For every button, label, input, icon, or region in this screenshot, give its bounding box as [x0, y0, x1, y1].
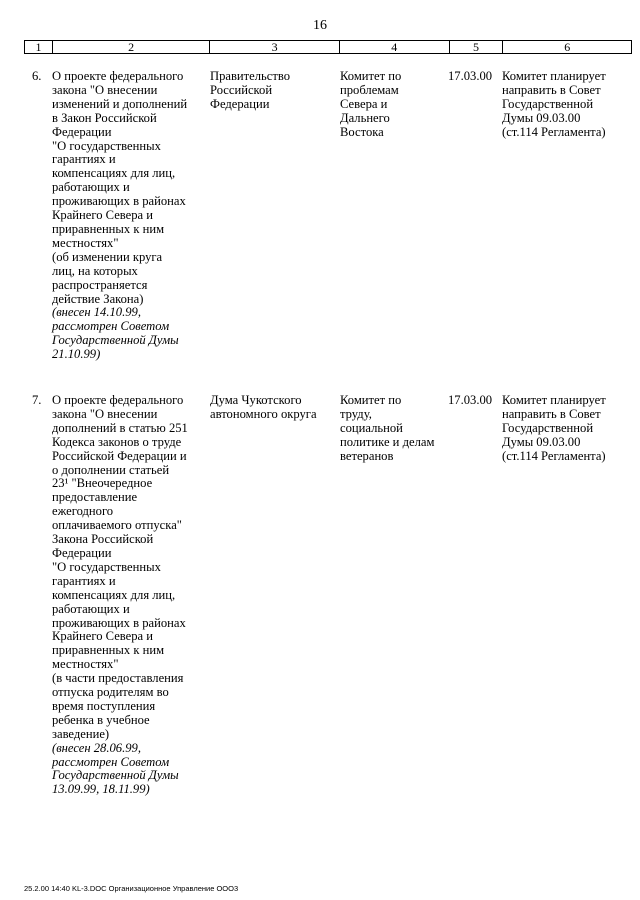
submission-note-line: 21.10.99) [52, 347, 101, 362]
submission-note-line: Государственной Думы [52, 333, 179, 348]
committee-line: социальной [340, 420, 403, 435]
bill-title-line: лиц, на которых [52, 263, 138, 278]
plan-line: Комитет планирует [502, 69, 606, 83]
bill-author [210, 70, 340, 112]
bill-title-line: работающих и [52, 180, 130, 195]
bill-title-line: (в части предоставления [52, 671, 184, 686]
column-header-2: 2 [53, 41, 210, 53]
author-line: автономного округа [210, 406, 317, 421]
bill-title-line: 23¹ "Внеочередное [52, 476, 153, 491]
column-header-5: 5 [450, 41, 504, 53]
bill-title-line: о дополнении статьей [52, 462, 170, 477]
submission-note-line: Государственной Думы [52, 768, 179, 783]
bill-title-line: гарантиях и [52, 573, 116, 588]
plan-line: направить в Совет [502, 406, 601, 421]
committee-plan [502, 70, 632, 140]
committee-line: труду, [340, 406, 372, 421]
bill-title-line: "О государственных [52, 138, 161, 153]
bill-title-line: О проекте федерального [52, 393, 184, 407]
committee-line: Комитет по [340, 393, 402, 407]
bill-title [52, 70, 240, 362]
bill-title-line: Крайнего Севера и [52, 629, 154, 644]
bill-title-line: компенсациях для лиц, [52, 587, 176, 602]
plan-line: (ст.114 Регламента) [502, 448, 606, 463]
document-footer: 25.2.00 14:40 KL-3.DOC Организационное Управление ООО3 [24, 884, 239, 893]
plan-line: Думы 09.03.00 [502, 110, 581, 125]
committee-plan [502, 394, 632, 464]
bill-title-line: закона "О внесении [52, 82, 158, 97]
author-line: Федерации [210, 96, 270, 111]
committee-line: Востока [340, 124, 384, 139]
column-header-1: 1 [25, 41, 53, 53]
bill-title-line: приравненных к ним [52, 643, 165, 658]
row-number: 7. [32, 393, 42, 407]
plan-line: Думы 09.03.00 [502, 434, 581, 449]
bill-title-line: отпуска родителям во [52, 685, 169, 700]
plan-line: Комитет планирует [502, 393, 606, 407]
submission-note-line: 13.09.99, 18.11.99) [52, 782, 150, 797]
bill-title-line: Крайнего Севера и [52, 208, 154, 223]
bill-title-line: заведение) [52, 726, 110, 741]
bill-title-line: время поступления [52, 698, 156, 713]
committee-line: проблемам [340, 82, 399, 97]
author-line: Российской [210, 82, 273, 97]
bill-title-line: предоставление [52, 490, 138, 505]
bill-title-line: Федерации [52, 545, 112, 560]
committee-line: Севера и [340, 96, 388, 111]
bill-title-line: Кодекса законов о труде [52, 434, 182, 449]
bill-title-line: проживающих в районах [52, 194, 186, 209]
column-header-row [24, 40, 632, 54]
bill-title-line: компенсациях для лиц, [52, 166, 176, 181]
responsible-committee [340, 394, 450, 464]
bill-title-line: приравненных к ним [52, 221, 165, 236]
bill-title-line: гарантиях и [52, 152, 116, 167]
plan-line: направить в Совет [502, 82, 601, 97]
bill-title-line: "О государственных [52, 559, 161, 574]
bill-title-line: ребенка в учебное [52, 712, 150, 727]
submission-note-line: рассмотрен Советом [52, 319, 170, 334]
bill-title-line: (об изменении круга [52, 249, 163, 264]
review-date: 17.03.00 [448, 69, 493, 83]
bill-title-line: Федерации [52, 124, 112, 139]
column-header-3: 3 [210, 41, 340, 53]
committee-line: политике и делам [340, 434, 435, 449]
bill-title-line: Российской Федерации и [52, 448, 187, 463]
bill-title [52, 394, 240, 797]
committee-line: Дальнего [340, 110, 390, 125]
plan-line: (ст.114 Регламента) [502, 124, 606, 139]
bill-title-line: проживающих в районах [52, 615, 186, 630]
plan-line: Государственной [502, 96, 594, 111]
submission-note-line: (внесен 14.10.99, [52, 305, 141, 320]
review-date: 17.03.00 [448, 393, 493, 407]
bill-title-line: распространяется [52, 277, 148, 292]
page-number: 16 [313, 18, 327, 33]
row-number: 6. [32, 69, 42, 83]
bill-title-line: Закона Российской [52, 532, 154, 547]
submission-note-line: (внесен 28.06.99, [52, 740, 141, 755]
bill-title-line: закона "О внесении [52, 406, 158, 421]
column-header-6: 6 [564, 40, 571, 54]
bill-title-line: местностях" [52, 235, 119, 250]
bill-title-line: изменений и дополнений [52, 96, 188, 111]
bill-title-line: дополнений в статью 251 [52, 420, 188, 435]
bill-title-line: работающих и [52, 601, 130, 616]
bill-title-line: ежегодного [52, 504, 114, 519]
plan-line: Государственной [502, 420, 594, 435]
committee-line: Комитет по [340, 69, 402, 83]
bill-title-line: действие Закона) [52, 291, 144, 306]
committee-line: ветеранов [340, 448, 394, 463]
column-header-4: 4 [340, 41, 450, 53]
bill-author [210, 394, 340, 422]
responsible-committee [340, 70, 450, 140]
bill-title-line: оплачиваемого отпуска" [52, 518, 182, 533]
bill-title-line: в Закон Российской [52, 110, 157, 125]
submission-note-line: рассмотрен Советом [52, 754, 170, 769]
author-line: Дума Чукотского [210, 393, 302, 407]
bill-title-line: местностях" [52, 657, 119, 672]
author-line: Правительство [210, 69, 291, 83]
bill-title-line: О проекте федерального [52, 69, 184, 83]
